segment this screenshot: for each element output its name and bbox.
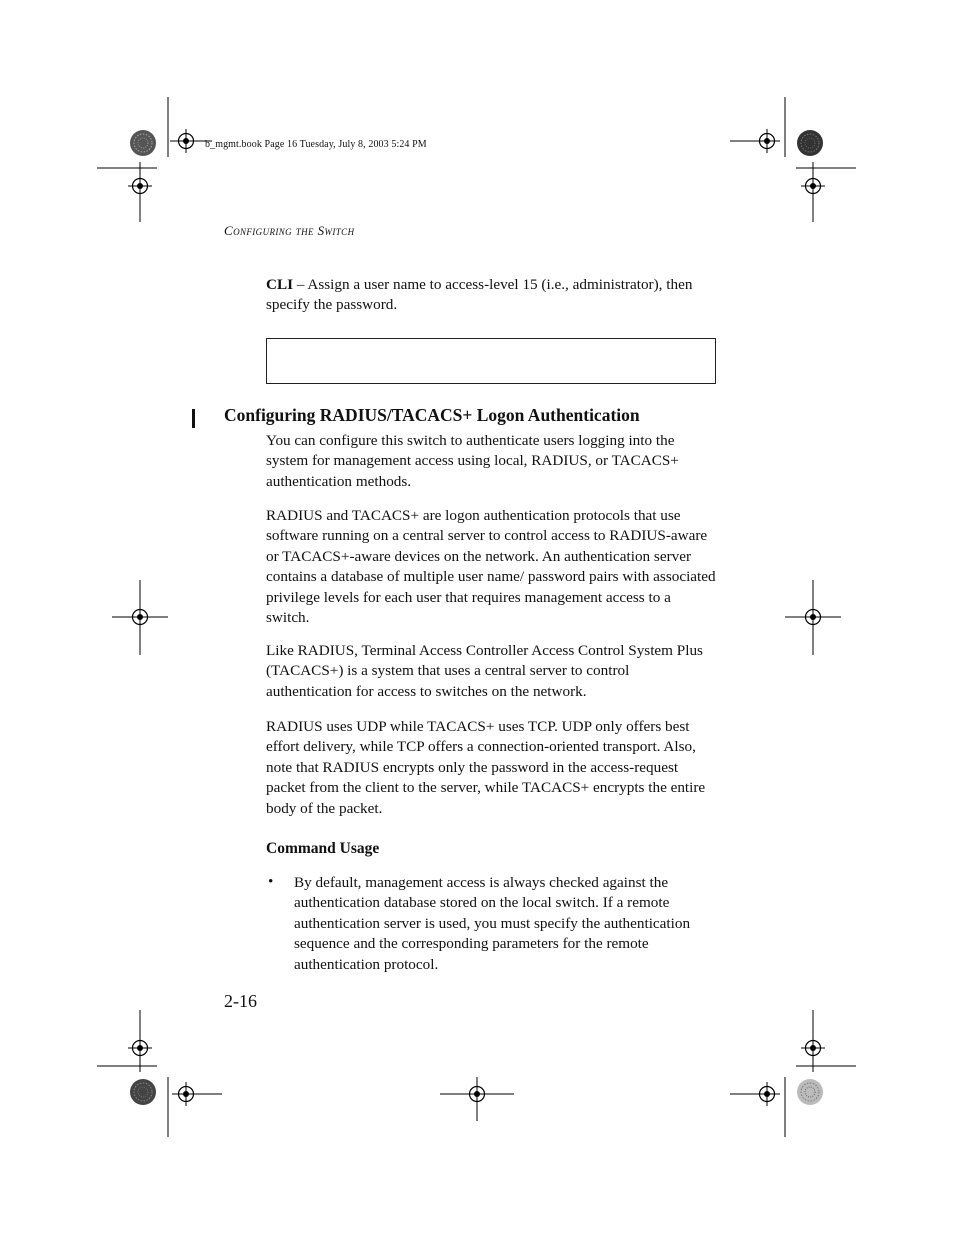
crosshair-target-icon xyxy=(801,174,825,198)
bullet-marker: • xyxy=(268,873,274,890)
print-slug: b_mgmt.book Page 16 Tuesday, July 8, 2003 5:24 PM xyxy=(205,139,427,150)
starburst-icon xyxy=(130,1079,156,1105)
list-item: By default, management access is always checked against the authentication database stored on the local switch. If a remote authentication server is used, you must specify the authentication sequence and the corresponding parameters for the remote authentication protocol. xyxy=(294,874,691,973)
paragraph-radius-tacacs: RADIUS and TACACS+ are logon authentication protocols that use software running on a central server to control access to RADIUS-aware or TACACS+-aware devices on the network. An authentication server contains a database of multiple user name/ password pairs with associated privilege levels for each user that requires management access to a switch. xyxy=(266,507,716,627)
starburst-icon xyxy=(797,130,823,156)
crosshair-target-icon xyxy=(128,1036,152,1060)
paragraph-intro: You can configure this switch to authenticate users logging into the system for management access using local, RADIUS, or TACACS+ authentication methods. xyxy=(266,432,679,490)
starburst-icon xyxy=(130,130,156,156)
paragraph-tacacs-definition: Like RADIUS, Terminal Access Controller Access Control System Plus (TACACS+) is a system that uses a central server to control authentication for access to switches on the network. xyxy=(266,642,703,700)
starburst-icon xyxy=(797,1079,823,1105)
paragraph-udp-tcp: RADIUS uses UDP while TACACS+ uses TCP. UDP only offers best effort delivery, while TCP offers a connection-oriented transport. Also, note that RADIUS encrypts only the password in the access-request packet from the client to the server, while TACACS+ encrypts the entire body of the packet. xyxy=(266,718,706,817)
cli-paragraph xyxy=(266,275,716,316)
crosshair-target-icon xyxy=(755,1082,779,1106)
section-heading: Configuring RADIUS/TACACS+ Logon Authentication xyxy=(224,405,640,425)
crosshair-target-icon xyxy=(465,1082,489,1106)
command-usage-heading: Command Usage xyxy=(266,840,380,857)
page-number: 2-16 xyxy=(224,991,257,1011)
crosshair-target-icon xyxy=(174,129,198,153)
cli-text: – Assign a user name to access-level 15 (i.e., administrator), then specify the password. xyxy=(266,276,693,314)
crosshair-target-icon xyxy=(801,605,825,629)
cli-label: CLI xyxy=(266,276,294,293)
crosshair-target-icon xyxy=(755,129,779,153)
crosshair-target-icon xyxy=(128,605,152,629)
change-bar xyxy=(192,409,195,428)
command-example-box xyxy=(266,338,716,384)
crosshair-target-icon xyxy=(174,1082,198,1106)
crosshair-target-icon xyxy=(801,1036,825,1060)
running-head: Configuring the Switch xyxy=(224,223,355,238)
crosshair-target-icon xyxy=(128,174,152,198)
